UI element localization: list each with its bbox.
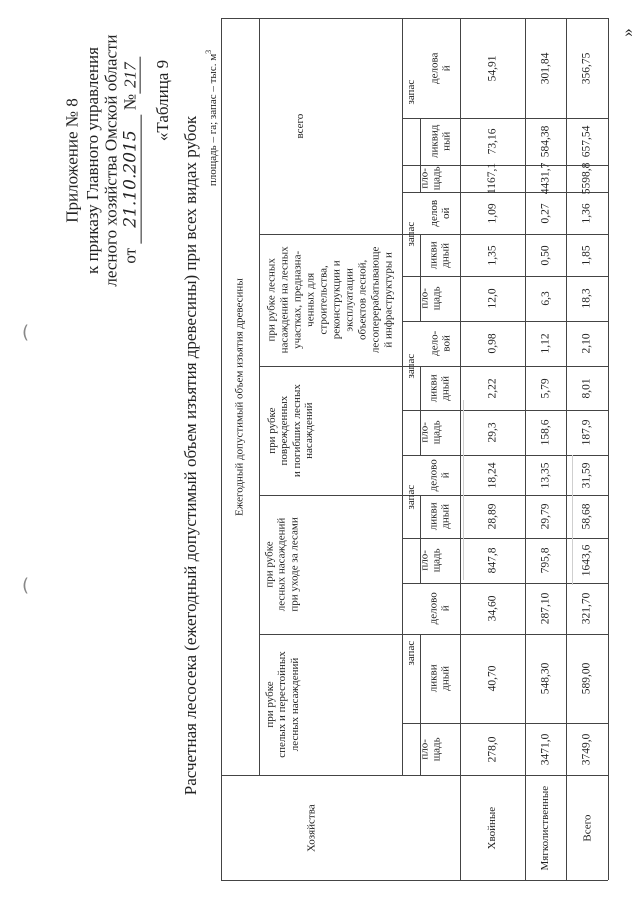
table-cell: 29,3 (486, 422, 499, 443)
header-business (428, 199, 453, 226)
group-damaged-line: насаждений (302, 402, 315, 459)
table-cell: 34,60 (486, 595, 498, 622)
header-stock: запас (404, 484, 417, 510)
header-area (419, 548, 444, 572)
table-rule (402, 723, 608, 724)
header-liquid-line: ликви (427, 502, 440, 531)
group-damaged (265, 384, 314, 477)
table-rule (402, 366, 608, 367)
header-area (419, 286, 444, 310)
header-liquid (428, 374, 453, 402)
table-cell: 1,12 (539, 333, 552, 354)
header-stock: запас (404, 640, 417, 666)
table-rule (402, 455, 608, 456)
header-area-line: щадь (430, 548, 443, 573)
group-infrastructure-line: при рубке лесных (265, 258, 278, 342)
table-cell: 847,8 (486, 547, 498, 574)
table-cell: 158,6 (539, 419, 551, 446)
appendix-agency: лесного хозяйства Омской области (101, 33, 121, 287)
table-cell: 1,85 (580, 244, 593, 265)
header-business (428, 52, 453, 83)
header-area-line: пло- (418, 738, 431, 760)
row-name: Всего (580, 814, 593, 842)
table-cell: 5,79 (539, 377, 552, 398)
table-cell: 13,35 (539, 462, 551, 488)
table-rule (259, 18, 260, 775)
table-cell: 18,24 (486, 462, 498, 488)
group-infrastructure-line: строительства, (317, 265, 330, 335)
units-superscript: 3 (204, 49, 214, 54)
header-area (419, 737, 444, 761)
table-cell: 584,38 (538, 125, 551, 158)
table-cell: 589,00 (580, 662, 593, 695)
table-cell: 29,79 (539, 503, 551, 530)
appendix-title: Приложение № 8 (62, 97, 82, 223)
table-rule (259, 234, 402, 235)
table-rule (402, 234, 608, 235)
header-area-line: пло- (418, 288, 431, 309)
header-business (428, 459, 453, 491)
table-rule (402, 495, 608, 496)
table-cell: 0,98 (486, 333, 499, 354)
table-rule (402, 276, 608, 277)
group-infrastructure-line: реконструкции и (329, 260, 342, 340)
header-liquid-line: дный (439, 665, 452, 691)
table-cell: 5598,8 (580, 162, 593, 195)
table-cell: 12,0 (486, 288, 499, 309)
header-business-line: й (440, 64, 453, 71)
table-rule (566, 18, 567, 880)
header-area-line: щадь (430, 420, 443, 445)
group-mature-line: лесных насаждений (287, 657, 300, 752)
units-note (205, 50, 219, 186)
header-liquid (428, 241, 453, 269)
table-cell: 287,10 (538, 592, 551, 625)
table-cell: 1,36 (580, 202, 593, 223)
table-cell: 6,3 (539, 291, 552, 306)
header-business-line: вой (440, 335, 453, 352)
table-cell: 4431,7 (538, 162, 551, 195)
group-infrastructure-line: ченных для (304, 272, 317, 327)
table-rule (402, 18, 403, 775)
header-area (419, 420, 444, 444)
table-rule (402, 192, 608, 193)
table-cell: 2,10 (580, 333, 593, 354)
table-rule (402, 634, 608, 635)
table-cell: 31,59 (580, 462, 593, 488)
table-cell: 1643,6 (580, 544, 593, 577)
group-infrastructure-line: эксплуатации (342, 268, 355, 332)
binding-hole-mark: ( (22, 322, 30, 343)
header-area-line: пло- (418, 422, 431, 443)
table-cell: 278,0 (486, 736, 498, 762)
table-cell: 18,3 (580, 288, 593, 309)
table-cell: 73,16 (486, 128, 498, 155)
table-rule (402, 118, 608, 119)
table-rule (259, 18, 402, 19)
header-business-line: й (440, 471, 453, 478)
header-stock: запас (404, 79, 417, 105)
header-area-line: щадь (430, 166, 443, 191)
header-area (419, 166, 444, 190)
group-infrastructure-line: лесоперерабатывающе (368, 246, 381, 354)
header-business-line: делово (427, 458, 440, 491)
table-rule (402, 538, 608, 539)
header-liquid-line: ликви (427, 664, 440, 693)
group-infrastructure-line: объектов лесной, (355, 259, 368, 340)
table-label: «Таблица 9 (152, 59, 172, 141)
row-name: Хвойные (486, 806, 499, 849)
header-stock: запас (404, 221, 417, 247)
header-business-line: делова (427, 52, 440, 84)
group-mature-line: при рубке (263, 681, 276, 728)
binding-hole-mark: ( (22, 575, 30, 596)
header-liquid (428, 664, 453, 692)
table-cell: 3471,0 (538, 733, 551, 765)
table-rule (259, 495, 402, 496)
table-cell: 1,09 (486, 202, 499, 223)
table-cell: 187,9 (580, 419, 593, 446)
table-title: Расчетная лесосека (ежегодный допустимый объем изъятия древесины) при всех видах рубок (180, 115, 200, 795)
scan-artifact (572, 455, 573, 585)
table-cell: 1,35 (486, 244, 499, 265)
header-area-line: щадь (430, 736, 443, 761)
table-cell: 58,68 (580, 503, 593, 530)
appendix-order: к приказу Главного управления (82, 46, 102, 274)
table-rule (221, 18, 222, 880)
group-mature-line: спелых и перестойных (275, 651, 288, 758)
table-rule (460, 18, 461, 880)
group-infrastructure-line: насаждений на лесных (278, 246, 291, 354)
group-damaged-line: поврежденных (277, 395, 290, 466)
order-number-label: № (120, 93, 140, 111)
group-care-line: при рубке (263, 541, 276, 588)
header-area-line: пло- (418, 550, 431, 571)
header-business-line: й (440, 605, 453, 612)
group-damaged-line: и погибших лесных (289, 384, 302, 478)
group-mature (263, 651, 300, 758)
table-cell: 28,89 (486, 503, 498, 530)
table-rule (608, 18, 609, 880)
header-liquid-line: ный (440, 131, 453, 151)
column-farm: Хозяйства (305, 803, 318, 852)
units-text: площадь – га; запас – тыс. м (206, 53, 219, 187)
group-care-line: лесных насаждений (276, 517, 289, 612)
header-liquid-line: ликви (427, 240, 440, 269)
table-rule (402, 410, 608, 411)
group-total: всего (293, 113, 306, 139)
header-area-line: щадь (430, 286, 443, 311)
header-business-line: ой (439, 207, 452, 219)
closing-quote: » (617, 27, 637, 37)
header-liquid-line: ликвид (427, 124, 440, 159)
header-area-line: пло- (418, 168, 431, 189)
table-rule (221, 880, 608, 881)
group-damaged-line: при рубке (265, 407, 278, 454)
table-cell: 548,30 (538, 662, 551, 695)
row-name: Мягколиственные (539, 785, 552, 870)
table-rule (525, 18, 526, 880)
date-prefix: от (120, 247, 140, 264)
header-liquid-line: дный (439, 375, 452, 401)
appendix-date-line (120, 56, 140, 263)
table-cell: 2,22 (486, 377, 499, 398)
table-cell: 0,50 (539, 244, 552, 265)
table-cell: 54,91 (486, 55, 498, 81)
group-infrastructure-line: участках, предназна- (291, 250, 304, 349)
header-liquid-line: ликви (427, 373, 440, 402)
group-infrastructure-line: й инфраструктуры и (381, 252, 394, 348)
table-cell: 3749,0 (580, 733, 593, 765)
table-cell: 356,75 (580, 52, 593, 84)
table-rule (221, 775, 608, 776)
header-liquid-line: дный (439, 503, 452, 529)
scan-artifact (463, 400, 464, 580)
table-rule (259, 634, 402, 635)
group-care (264, 517, 301, 611)
table-rule (259, 366, 402, 367)
header-business-line: делов (427, 199, 440, 227)
table-cell: 40,70 (486, 665, 498, 692)
header-liquid-line: дный (439, 242, 452, 268)
table-cell: 8,01 (580, 377, 593, 398)
header-business-line: делово (427, 592, 440, 625)
table-cell: 1167,1 (486, 162, 499, 195)
table-rule (402, 583, 608, 584)
table-cell: 321,70 (580, 592, 593, 625)
column-annual-volume: Ежегодный допустимый объем изъятия древесины (233, 277, 246, 516)
header-liquid (428, 125, 453, 158)
table-cell: 795,8 (539, 547, 551, 574)
header-business (428, 331, 453, 356)
date-value: 21.10.2015 (120, 114, 141, 243)
order-number: 217 (120, 56, 140, 94)
table-cell: 301,84 (538, 52, 551, 84)
group-infrastructure (265, 246, 395, 353)
header-business (428, 592, 453, 624)
header-stock: запас (404, 353, 417, 379)
header-business-line: дело- (427, 330, 440, 356)
group-care-line: при уходе за лесами (288, 517, 301, 612)
table-cell: 657,54 (580, 125, 593, 158)
table-cell: 0,27 (539, 202, 552, 223)
table-rule (402, 321, 608, 322)
header-liquid (428, 502, 453, 530)
